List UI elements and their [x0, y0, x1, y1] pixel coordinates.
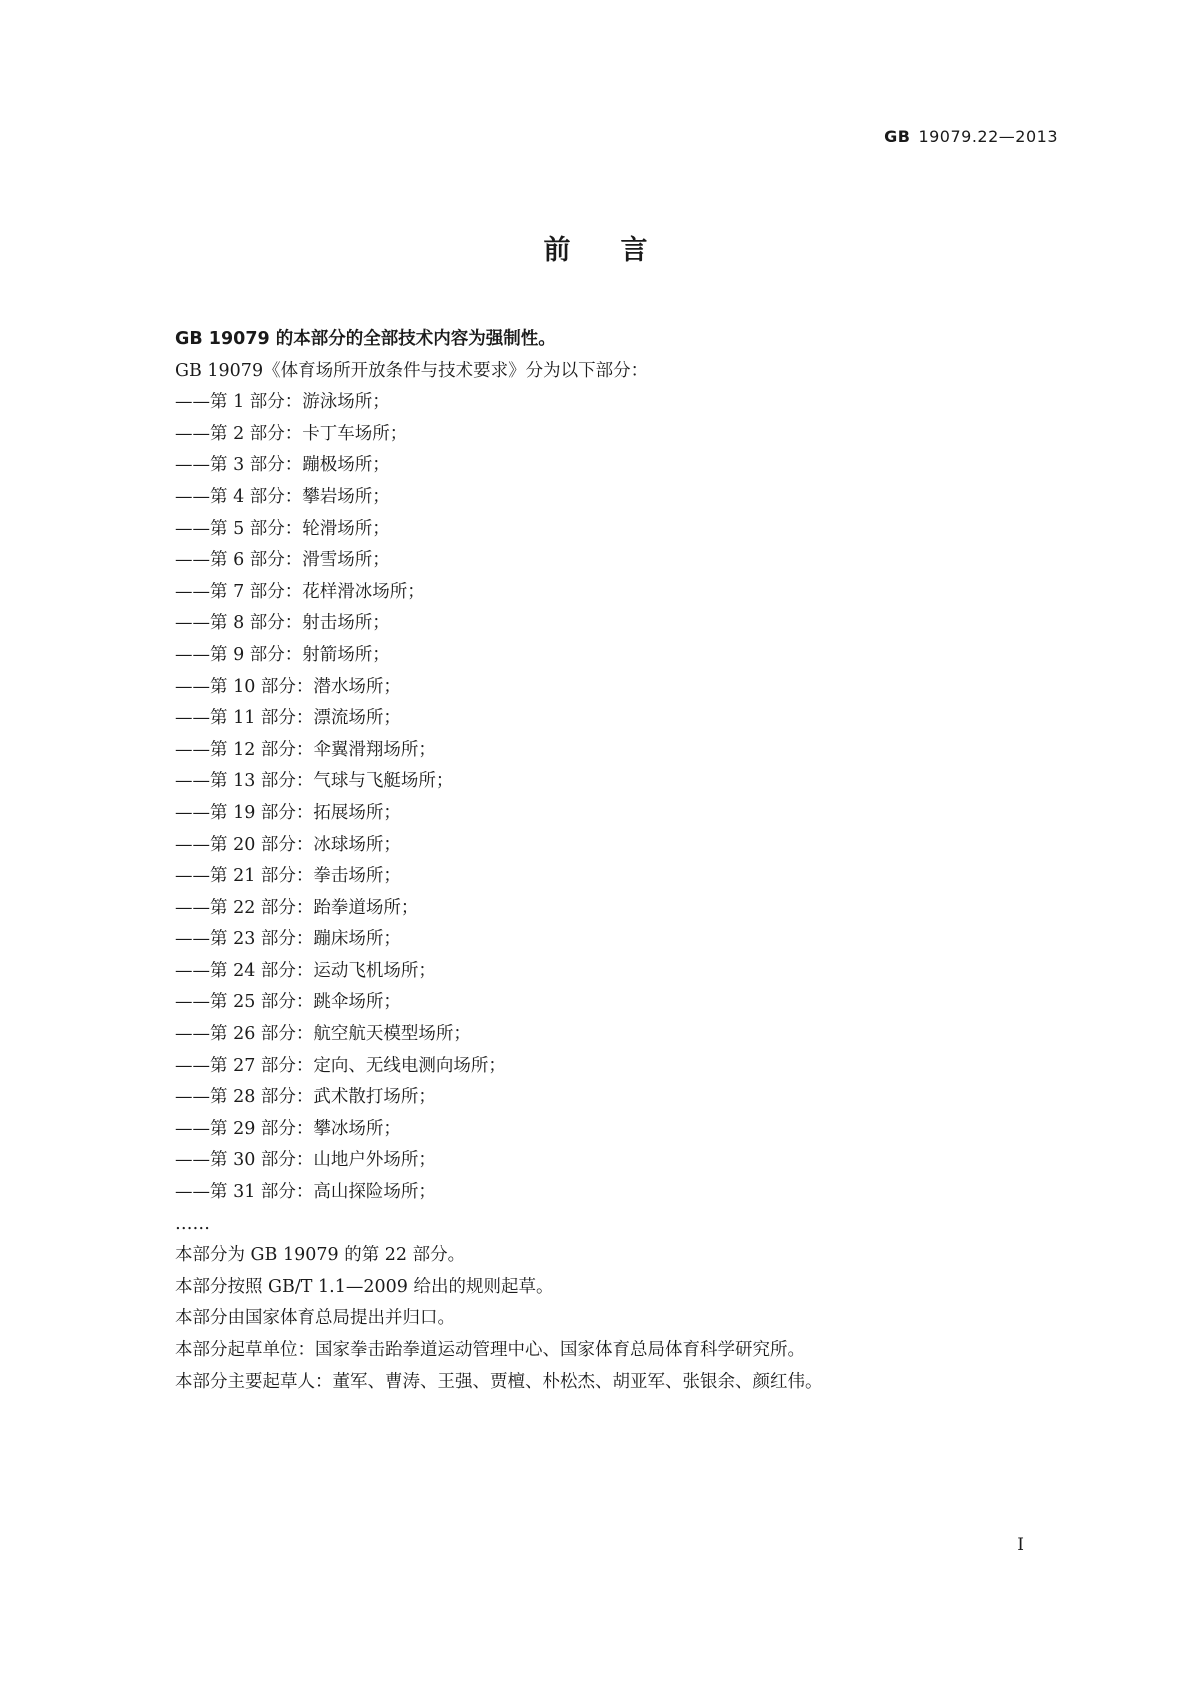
part-list-item: ——第 27 部分：定向、无线电测向场所； [175, 1055, 506, 1076]
part-list-item: ——第 3 部分：蹦极场所； [175, 455, 390, 476]
intro-line: GB 19079《体育场所开放条件与技术要求》分为以下部分： [175, 360, 649, 381]
part-list-item: ——第 25 部分：跳伞场所； [175, 992, 401, 1013]
part-list-item: ——第 1 部分：游泳场所； [175, 392, 390, 413]
standard-prefix: GB [884, 127, 911, 146]
foreword-body [175, 324, 1055, 1398]
part-list-item: ——第 23 部分：蹦床场所； [175, 929, 401, 950]
closing-paragraph: 本部分主要起草人：董军、曹涛、王强、贾檀、朴松杰、胡亚军、张银余、颜红伟。 [175, 1371, 823, 1392]
parts-list [175, 387, 1055, 1208]
part-list-item: ——第 26 部分：航空航天模型场所； [175, 1024, 471, 1045]
part-list-item: ——第 8 部分：射击场所； [175, 613, 390, 634]
standard-number: 19079.22—2013 [918, 127, 1058, 146]
part-list-item: ——第 7 部分：花样滑冰场所； [175, 581, 425, 602]
page-number: I [1017, 1535, 1024, 1555]
closing-paragraph: 本部分按照 GB/T 1.1—2009 给出的规则起草。 [175, 1276, 554, 1297]
ellipsis: …… [175, 1213, 210, 1234]
part-list-item: ——第 30 部分：山地户外场所； [175, 1150, 436, 1171]
part-list-item: ——第 6 部分：滑雪场所； [175, 550, 390, 571]
closing-paragraphs [175, 1240, 1055, 1398]
part-list-item: ——第 20 部分：冰球场所； [175, 834, 401, 855]
part-list-item: ——第 13 部分：气球与飞艇场所； [175, 771, 454, 792]
part-list-item: ——第 21 部分：拳击场所； [175, 866, 401, 887]
page-title: 前言 [543, 235, 698, 266]
part-list-item: ——第 9 部分：射箭场所； [175, 644, 390, 665]
part-list-item: ——第 10 部分：潜水场所； [175, 676, 401, 697]
part-list-item: ——第 29 部分：攀冰场所； [175, 1118, 401, 1139]
closing-paragraph: 本部分为 GB 19079 的第 22 部分。 [175, 1245, 466, 1266]
part-list-item: ——第 12 部分：伞翼滑翔场所； [175, 739, 436, 760]
part-list-item: ——第 22 部分：跆拳道场所； [175, 897, 419, 918]
part-list-item: ——第 24 部分：运动飞机场所； [175, 960, 436, 981]
standard-code [884, 127, 1058, 146]
mandatory-statement: GB 19079 的本部分的全部技术内容为强制性。 [175, 329, 556, 349]
part-list-item: ——第 5 部分：轮滑场所； [175, 518, 390, 539]
part-list-item: ——第 31 部分：高山探险场所； [175, 1182, 436, 1203]
part-list-item: ——第 11 部分：漂流场所； [175, 708, 401, 729]
part-list-item: ——第 4 部分：攀岩场所； [175, 486, 390, 507]
closing-paragraph: 本部分起草单位：国家拳击跆拳道运动管理中心、国家体育总局体育科学研究所。 [175, 1340, 805, 1360]
part-list-item: ——第 2 部分：卡丁车场所； [175, 423, 408, 444]
closing-paragraph: 本部分由国家体育总局提出并归口。 [175, 1308, 455, 1329]
part-list-item: ——第 28 部分：武术散打场所； [175, 1087, 436, 1108]
part-list-item: ——第 19 部分：拓展场所； [175, 802, 401, 823]
